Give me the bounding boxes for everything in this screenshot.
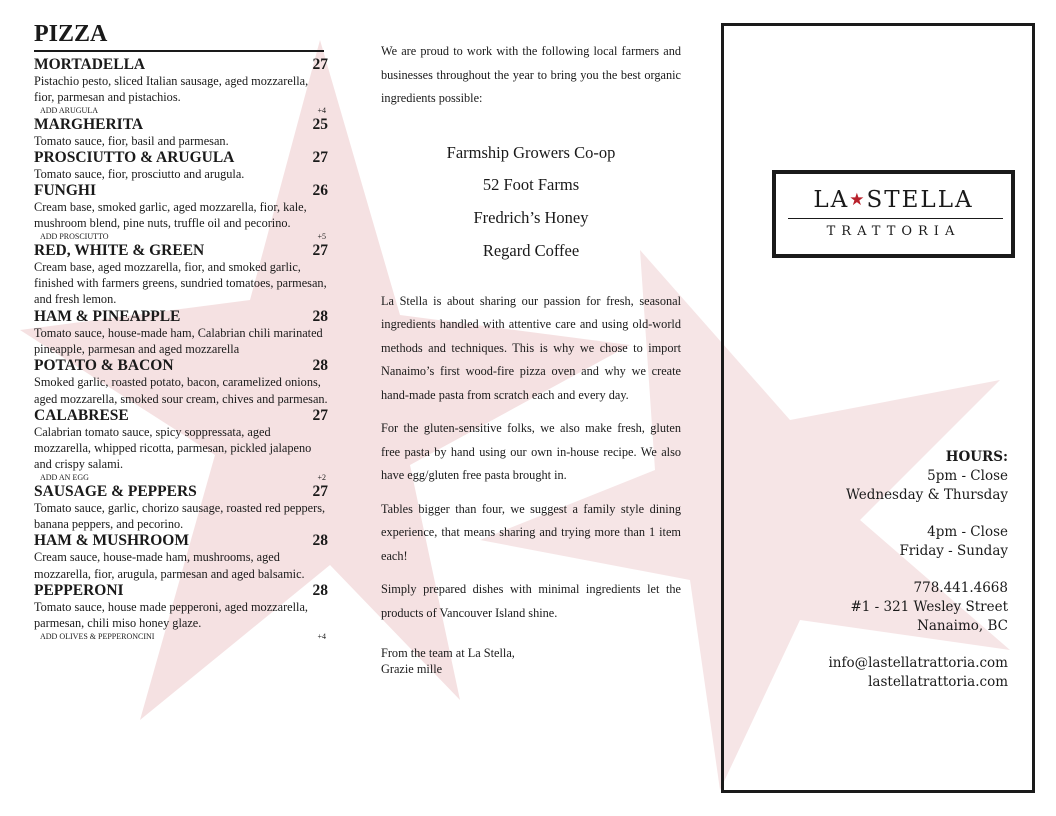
logo-wordmark: [776, 187, 1011, 213]
menu-item-price: 26: [312, 182, 328, 200]
intro-paragraph: We are proud to work with the following local farmers and businesses throughout the year to bring you the best organic ingredients possible:: [381, 44, 681, 105]
signoff: [381, 645, 681, 677]
pizza-heading: PIZZA: [34, 21, 108, 47]
about-column: [381, 40, 681, 677]
menu-item-price: 27: [312, 148, 328, 166]
addon-label: ADD OLIVES & PEPPERONCINI: [40, 631, 155, 641]
menu-item-name: RED, WHITE & GREEN: [34, 241, 205, 259]
star-icon: ★: [849, 190, 867, 210]
menu-item-header: [34, 149, 330, 166]
hours-label: HOURS:: [945, 449, 1008, 465]
logo-subtitle: TRATTORIA: [826, 224, 961, 239]
menu-item: [34, 582, 330, 642]
website-link[interactable]: lastellatrattoria.com: [868, 674, 1008, 690]
phone-number[interactable]: 778.441.4668: [913, 580, 1008, 596]
city: Nanaimo, BC: [917, 618, 1008, 634]
hours-block: [808, 448, 1008, 505]
partner-item: Regard Coffee: [482, 240, 580, 260]
menu-item-name: PEPPERONI: [34, 581, 124, 599]
hours-days: Wednesday & Thursday: [845, 487, 1008, 503]
partner-item: Fredrich’s Honey: [473, 208, 589, 228]
email-link[interactable]: info@lastellatrattoria.com: [828, 655, 1008, 671]
heading-divider: [34, 50, 324, 52]
hours-time: 4pm - Close: [927, 524, 1008, 540]
menu-item-addon: [34, 232, 330, 242]
hours-days: Friday - Sunday: [899, 543, 1008, 559]
menu-item-price: 27: [312, 56, 328, 73]
menu-item: [34, 357, 330, 407]
menu-item: [34, 532, 330, 582]
menu-item: [34, 242, 330, 308]
menu-item-price: 27: [312, 406, 328, 424]
street-address: #1 - 321 Wesley Street: [850, 599, 1008, 615]
web-block: [808, 654, 1008, 692]
menu-item-description: Pistachio pesto, sliced Italian sausage, aged mozzarella, fior, parmesan and pistachios.: [34, 74, 309, 105]
logo-name-right: STELLA: [866, 187, 974, 213]
menu-item-name: HAM & PINEAPPLE: [34, 307, 181, 325]
menu-item-header: [34, 242, 330, 259]
menu-item-price: 28: [312, 307, 328, 325]
menu-item-name: CALABRESE: [34, 406, 129, 424]
la-stella-logo: [772, 170, 1015, 258]
menu-item-price: 27: [312, 482, 328, 500]
signoff-line-1: From the team at La Stella,: [381, 646, 515, 661]
menu-item-description: Tomato sauce, house made pepperoni, aged mozzarella, parmesan, chili miso honey glaze.: [34, 599, 308, 631]
menu-item-header: [34, 357, 330, 374]
menu-item-description: Tomato sauce, garlic, chorizo sausage, roasted red peppers, banana peppers, and pecorino.: [34, 500, 326, 532]
partner-item: 52 Foot Farms: [482, 175, 580, 195]
gluten-free-paragraph: For the gluten-sensitive folks, we also make fresh, gluten free pasta by hand using our own in-house recipe. We also have egg/gluten free pasta brought in.: [381, 421, 681, 483]
partner-item: Farmship Growers Co-op: [446, 142, 616, 162]
menu-item-description: Cream sauce, house-made ham, mushrooms, aged mozzarella, fior, arugula, parmesan and aged balsamic.: [34, 550, 305, 581]
vancouver-island-paragraph: Simply prepared dishes with minimal ingredients let the products of Vancouver Island shine.: [381, 582, 681, 620]
menu-item-price: 25: [312, 115, 328, 133]
menu-item-description: Smoked garlic, roasted potato, bacon, caramelized onions, aged mozzarella, smoked sour cream, chives and parmesan.: [34, 375, 328, 406]
menu-item-description: Calabrian tomato sauce, spicy soppressata, aged mozzarella, whipped ricotta, parmesan, pickled jalapeno and crispy salami.: [34, 424, 312, 472]
menu-item-name: MORTADELLA: [34, 56, 146, 73]
addon-label: ADD PROSCIUTTO: [40, 231, 109, 241]
address-block: [808, 579, 1008, 636]
menu-item-addon: [34, 106, 330, 116]
menu-item-description: Tomato sauce, house-made ham, Calabrian chili marinated pineapple, parmesan and aged mozzarella: [34, 325, 323, 356]
family-style-paragraph: Tables bigger than four, we suggest a family style dining experience, that means sharing and trying more than 1 item each!: [381, 501, 681, 563]
menu-item: [34, 116, 330, 149]
menu-item: [34, 56, 330, 116]
menu-item-header: [34, 182, 330, 199]
menu-item: [34, 149, 330, 182]
menu-item: [34, 483, 330, 533]
contact-info: [808, 448, 1008, 710]
menu-item-name: SAUSAGE & PEPPERS: [34, 482, 197, 500]
partners-list: [381, 137, 681, 268]
addon-price: +4: [317, 105, 326, 115]
addon-price: +5: [317, 231, 326, 241]
menu-item: [34, 308, 330, 358]
menu-item-header: [34, 308, 330, 325]
menu-item-price: 28: [312, 532, 328, 550]
pizza-list: [34, 56, 330, 642]
hours-block-weekend: [808, 523, 1008, 561]
logo-divider: [788, 218, 1003, 219]
menu-item-price: 27: [312, 241, 328, 259]
menu-item-price: 28: [312, 581, 328, 599]
menu-item-description: Tomato sauce, fior, basil and parmesan.: [34, 133, 229, 148]
menu-item-description: Cream base, aged mozzarella, fior, and smoked garlic, finished with farmers greens, sundried tomatoes, parmesan, and fresh lemon.: [34, 259, 327, 307]
addon-price: +4: [317, 631, 326, 641]
pizza-menu-column: [34, 20, 330, 642]
menu-item-description: Cream base, smoked garlic, aged mozzarella, fior, kale, mushroom blend, pine nuts, truffle oil and pecorino.: [34, 200, 307, 231]
menu-item-name: MARGHERITA: [34, 115, 144, 133]
menu-item-header: [34, 532, 330, 549]
philosophy-paragraph: La Stella is about sharing our passion for fresh, seasonal ingredients handled with attentive care and using old-world methods and techniques. This is why we chose to import Nanaimo’s first wood-fire pizza oven and why we create hand-made pasta from scratch each and every day.: [381, 293, 681, 402]
menu-item-addon: [34, 632, 330, 642]
menu-item-header: [34, 56, 330, 73]
menu-item: [34, 407, 330, 483]
menu-item-header: [34, 116, 330, 133]
logo-name-left: LA: [813, 187, 850, 213]
menu-item-description: Tomato sauce, fior, prosciutto and arugula.: [34, 166, 245, 181]
addon-price: +2: [317, 472, 326, 482]
signoff-line-2: Grazie mille: [381, 662, 443, 677]
addon-label: ADD AN EGG: [40, 472, 89, 482]
hours-time: 5pm - Close: [927, 468, 1008, 484]
menu-item-header: [34, 483, 330, 500]
menu-item-price: 28: [312, 357, 328, 375]
menu-item-addon: [34, 473, 330, 483]
addon-label: ADD ARUGULA: [40, 105, 98, 115]
menu-item: [34, 182, 330, 242]
menu-item-header: [34, 407, 330, 424]
menu-item-name: PROSCIUTTO & ARUGULA: [34, 148, 235, 166]
menu-item-name: FUNGHI: [34, 182, 96, 200]
menu-item-name: HAM & MUSHROOM: [34, 532, 189, 550]
menu-item-name: POTATO & BACON: [34, 357, 174, 375]
menu-item-header: [34, 582, 330, 599]
